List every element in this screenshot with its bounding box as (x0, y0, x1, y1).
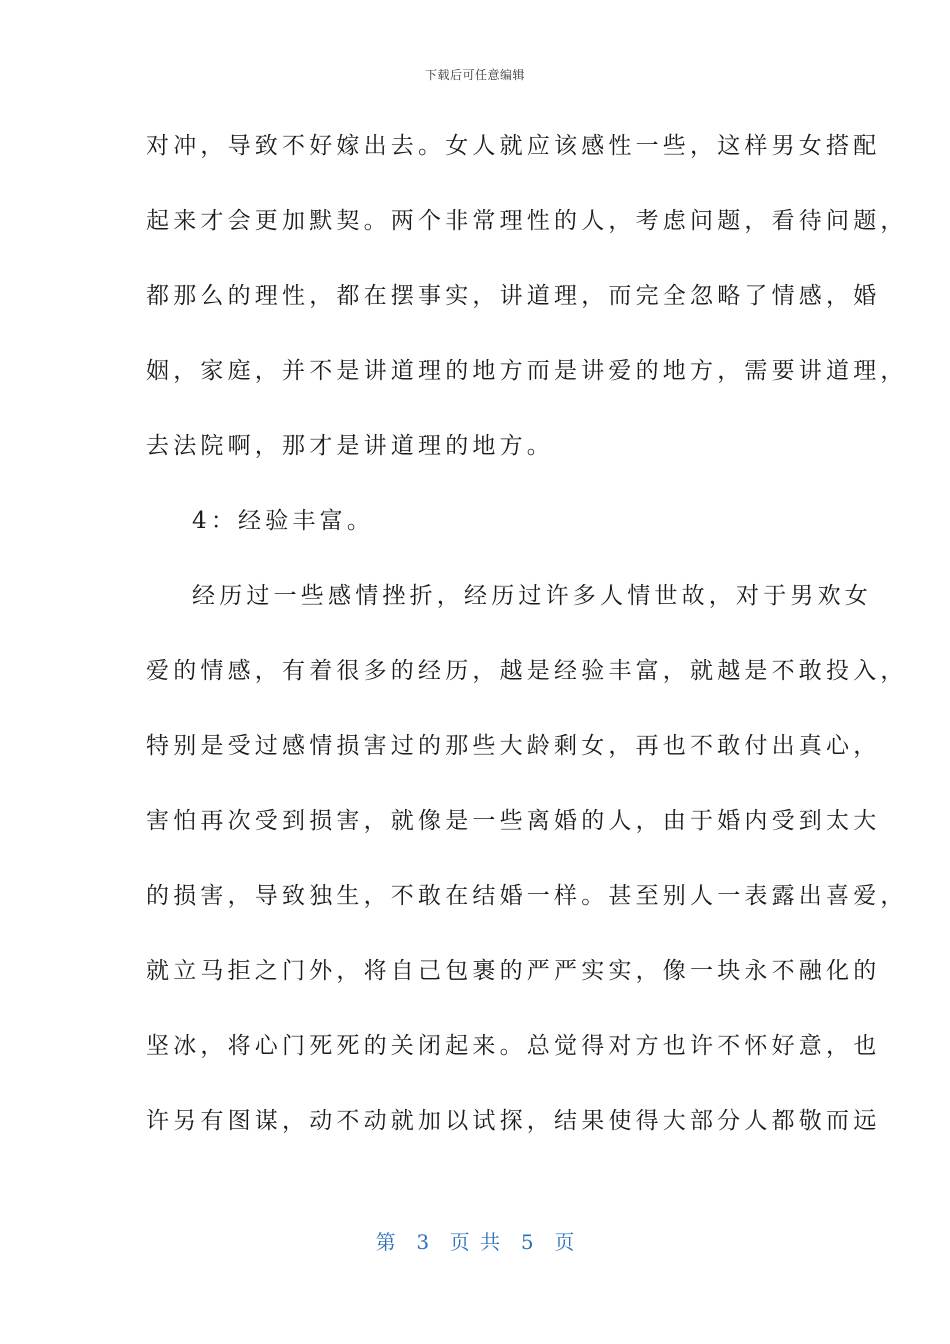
page-number-text: 第 3 页 共 5 页 (375, 1230, 575, 1254)
paragraph-line: 对冲，导致不好嫁出去。女人就应该感性一些，这样男女搭配 (146, 133, 881, 159)
paragraph-line: 爱的情感，有着很多的经历，越是经验丰富，就越是不敢投入， (146, 658, 908, 684)
paragraph-line: 的损害，导致独生，不敢在结婚一样。甚至别人一表露出喜爱， (146, 883, 908, 909)
paragraph-line: 就立马拒之门外，将自己包裹的严严实实，像一块永不融化的 (146, 958, 881, 984)
paragraph-line: 都那么的理性，都在摆事实，讲道理，而完全忽略了情感，婚 (146, 283, 881, 309)
paragraph-line: 起来才会更加默契。两个非常理性的人，考虑问题，看待问题， (146, 208, 908, 234)
page-footer (0, 1226, 950, 1255)
paragraph-line: 姻，家庭，并不是讲道理的地方而是讲爱的地方，需要讲道理， (146, 358, 908, 384)
page-header: 下载后可任意编辑 (424, 68, 525, 82)
paragraph-line: 特别是受过感情损害过的那些大龄剩女，再也不敢付出真心， (146, 733, 881, 759)
paragraph-line: 坚冰，将心门死死的关闭起来。总觉得对方也许不怀好意，也 (146, 1033, 881, 1059)
paragraph-line: 经历过一些感情挫折，经历过许多人情世故，对于男欢女 (192, 583, 872, 609)
paragraph-line: 去法院啊，那才是讲道理的地方。 (146, 433, 554, 459)
paragraph-line: 害怕再次受到损害，就像是一些离婚的人，由于婚内受到太大 (146, 808, 881, 834)
document-body (146, 128, 908, 1178)
paragraph-line: 许另有图谋，动不动就加以试探，结果使得大部分人都敬而远 (146, 1108, 881, 1134)
section-heading: 4：经验丰富。 (192, 508, 375, 534)
